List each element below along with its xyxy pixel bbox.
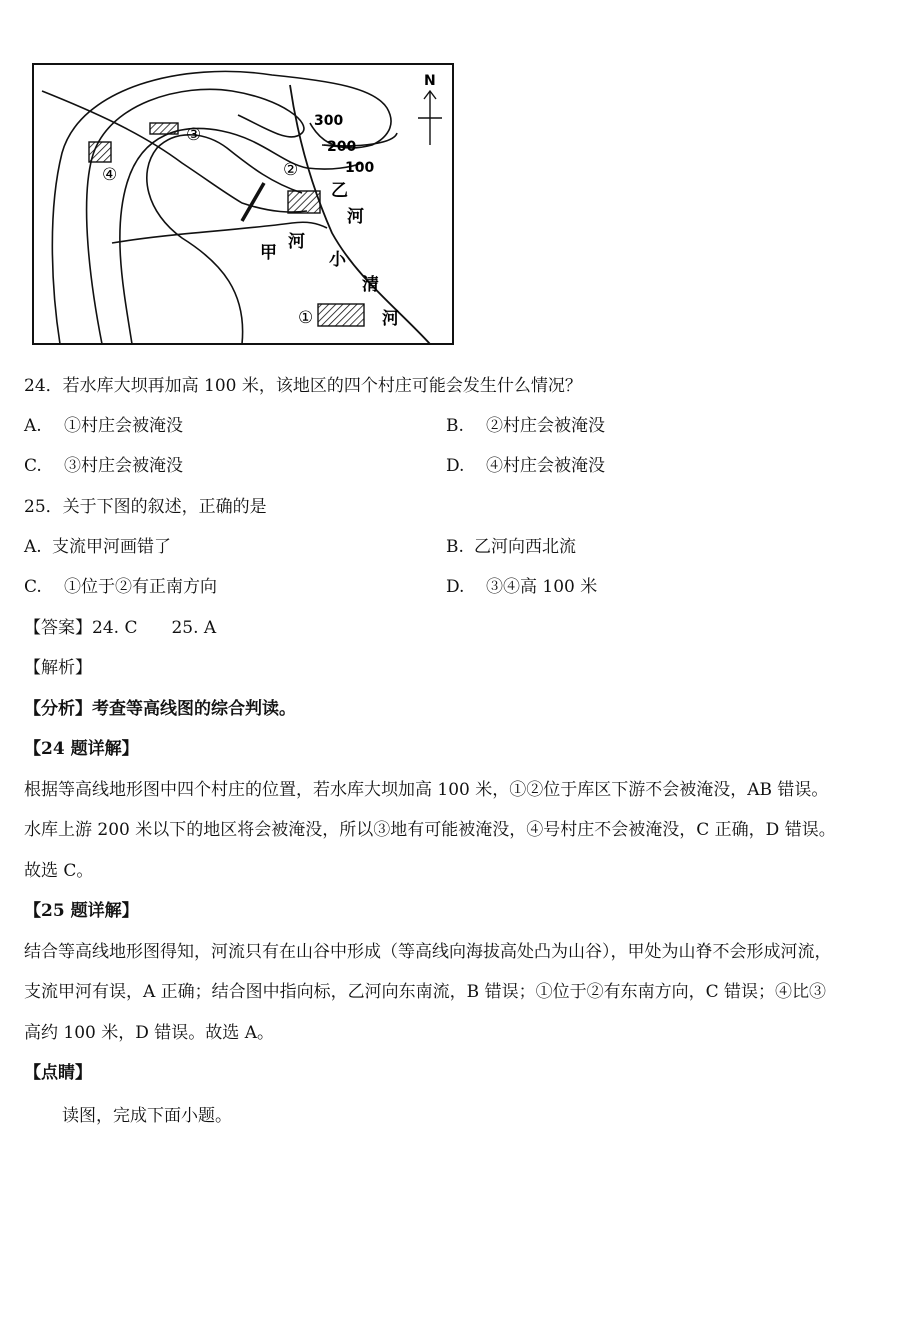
option-text: ④村庄会被淹没 bbox=[486, 456, 605, 476]
q24-stem: 24．若水库大坝再加高 100 米，该地区的四个村庄可能会发生什么情况？ bbox=[24, 376, 582, 396]
option-label: A. bbox=[24, 537, 42, 557]
option-label: D. bbox=[446, 456, 465, 476]
label-qing: 清 bbox=[362, 275, 379, 295]
option-text: ①村庄会被淹没 bbox=[64, 416, 183, 436]
option-label: A. bbox=[24, 416, 42, 436]
village-1-marker bbox=[318, 304, 364, 326]
answer-line: 【答案】24. C 25. A bbox=[24, 618, 217, 638]
option-text: ②村庄会被淹没 bbox=[486, 416, 605, 436]
q24-option-b[interactable] bbox=[446, 414, 605, 438]
village-2-label: ② bbox=[283, 160, 299, 180]
q24-detail-line-3: 故选 C。 bbox=[24, 861, 94, 881]
label-xiao: 小 bbox=[329, 250, 346, 270]
label-jia: 甲 bbox=[260, 243, 277, 263]
q24-detail-line-2: 水库上游 200 米以下的地区将会被淹没，所以③地有可能被淹没，④号村庄不会被淹没，C 正确，D 错误。 bbox=[24, 820, 836, 840]
option-label: C. bbox=[24, 577, 42, 597]
q24-option-d[interactable] bbox=[446, 454, 605, 478]
q25-detail-line-1: 结合等高线地形图得知，河流只有在山谷中形成（等高线向海拔高处凸为山谷），甲处为山脊不会形成河流， bbox=[24, 942, 832, 962]
q24-detail-line-1: 根据等高线地形图中四个村庄的位置，若水库大坝加高 100 米，①②位于库区下游不会被淹没，AB 错误。 bbox=[24, 780, 829, 800]
q24-option-c[interactable] bbox=[24, 454, 183, 478]
q25-option-a[interactable] bbox=[24, 535, 171, 559]
q25-detail-heading: 【25 题详解】 bbox=[24, 901, 139, 921]
q25-detail-line-3: 高约 100 米，D 错误。故选 A。 bbox=[24, 1023, 274, 1043]
village-2-marker bbox=[288, 191, 320, 213]
dianjing-heading: 【点睛】 bbox=[24, 1063, 92, 1083]
q25-option-b[interactable] bbox=[446, 535, 576, 559]
q25-detail-line-2: 支流甲河有误，A 正确；结合图中指向标，乙河向东南流，B 错误；①位于②有东南方向，C 错误；④比③ bbox=[24, 982, 826, 1002]
contour-map bbox=[32, 63, 454, 345]
option-text: ③④高 100 米 bbox=[486, 577, 598, 597]
fenxi-line: 【分析】考查等高线图的综合判读。 bbox=[24, 699, 296, 719]
option-label: D. bbox=[446, 577, 465, 597]
contour-label-200: 200 bbox=[327, 139, 357, 155]
label-he-qing: 河 bbox=[382, 309, 399, 329]
label-he-jia: 河 bbox=[288, 232, 305, 252]
village-4-label: ④ bbox=[102, 165, 118, 185]
option-label: B. bbox=[446, 416, 464, 436]
option-label: C. bbox=[24, 456, 42, 476]
option-text: ③村庄会被淹没 bbox=[64, 456, 183, 476]
contour-label-300: 300 bbox=[314, 113, 344, 129]
q24-detail-heading: 【24 题详解】 bbox=[24, 739, 139, 759]
option-text: 乙河向西北流 bbox=[474, 537, 576, 557]
option-text: 支流甲河画错了 bbox=[52, 537, 171, 557]
contour-label-100: 100 bbox=[345, 160, 375, 176]
village-4-marker bbox=[89, 142, 111, 162]
next-intro: 读图，完成下面小题。 bbox=[62, 1106, 232, 1126]
village-3-label: ③ bbox=[186, 125, 202, 145]
village-3-marker bbox=[150, 123, 178, 134]
analysis-heading: 【解析】 bbox=[24, 658, 92, 678]
label-yi: 乙 bbox=[331, 181, 348, 201]
q25-stem: 25．关于下图的叙述，正确的是 bbox=[24, 497, 267, 517]
north-label: N bbox=[424, 73, 436, 89]
village-1-label: ① bbox=[298, 308, 314, 328]
q25-option-d[interactable] bbox=[446, 575, 597, 599]
label-he-yi: 河 bbox=[347, 207, 364, 227]
q25-option-c[interactable] bbox=[24, 575, 217, 599]
q24-option-a[interactable] bbox=[24, 414, 183, 438]
option-label: B. bbox=[446, 537, 464, 557]
option-text: ①位于②有正南方向 bbox=[64, 577, 217, 597]
